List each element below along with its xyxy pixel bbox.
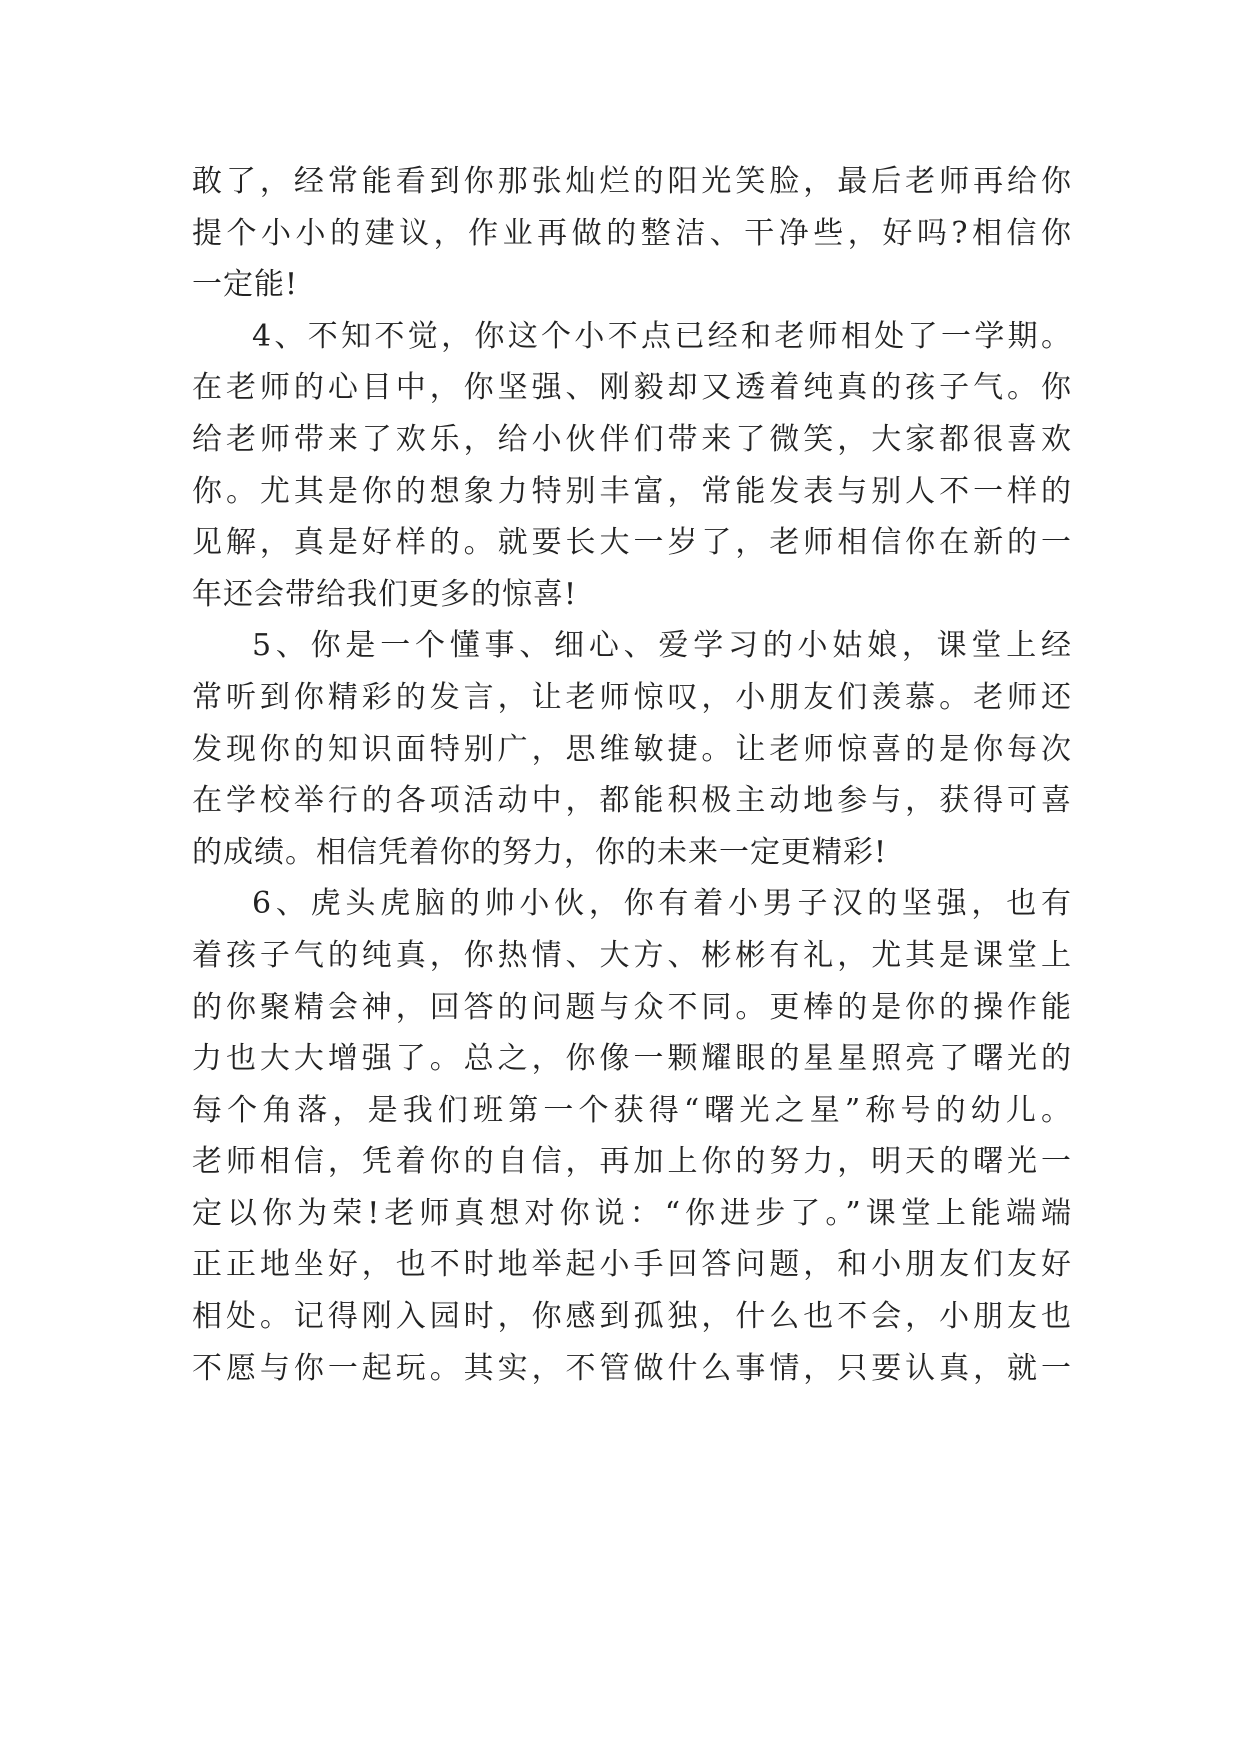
- text-line: 相处。记得刚入园时，你感到孤独，什么也不会，小朋友也: [192, 1299, 1072, 1335]
- text-line: 不愿与你一起玩。其实，不管做什么事情，只要认真，就一: [192, 1350, 1072, 1386]
- text-line: 一定能!: [192, 267, 299, 303]
- document-body: [192, 156, 1072, 1394]
- text-line: 发现你的知识面特别广，思维敏捷。让老师惊喜的是你每次: [192, 731, 1072, 767]
- text-line: 力也大大增强了。总之，你像一颗耀眼的星星照亮了曙光的: [192, 1041, 1072, 1077]
- text-line: 的你聚精会神，回答的问题与众不同。更棒的是你的操作能: [192, 989, 1072, 1025]
- text-line: 在学校举行的各项活动中，都能积极主动地参与，获得可喜: [192, 783, 1072, 819]
- text-line: 着孩子气的纯真，你热情、大方、彬彬有礼，尤其是课堂上: [192, 937, 1072, 973]
- text-line: 给老师带来了欢乐，给小伙伴们带来了微笑，大家都很喜欢: [192, 421, 1072, 457]
- text-line: 定以你为荣!老师真想对你说：“你进步了。”课堂上能端端: [192, 1195, 1072, 1231]
- text-line: 老师相信，凭着你的自信，再加上你的努力，明天的曙光一: [192, 1144, 1072, 1180]
- text-line: 4、不知不觉，你这个小不点已经和老师相处了一学期。: [252, 318, 1072, 354]
- text-line: 5、你是一个懂事、细心、爱学习的小姑娘，课堂上经: [252, 628, 1072, 664]
- text-line: 敢了，经常能看到你那张灿烂的阳光笑脸，最后老师再给你: [192, 164, 1072, 199]
- text-line: 的成绩。相信凭着你的努力，你的未来一定更精彩!: [192, 834, 888, 870]
- text-line: 提个小小的建议，作业再做的整洁、干净些，好吗?相信你: [192, 215, 1072, 251]
- text-line: 常听到你精彩的发言，让老师惊叹，小朋友们羡慕。老师还: [192, 679, 1072, 715]
- text-line: 见解，真是好样的。就要长大一岁了，老师相信你在新的一: [192, 525, 1072, 561]
- text-line: 在老师的心目中，你坚强、刚毅却又透着纯真的孩子气。你: [192, 370, 1072, 406]
- text-line: 每个角落，是我们班第一个获得“曙光之星”称号的幼儿。: [192, 1092, 1072, 1128]
- text-line: 年还会带给我们更多的惊喜!: [192, 576, 578, 612]
- text-line: 你。尤其是你的想象力特别丰富，常能发表与别人不一样的: [192, 473, 1072, 509]
- text-line: 6、虎头虎脑的帅小伙，你有着小男子汉的坚强，也有: [252, 886, 1072, 922]
- text-line: 正正地坐好，也不时地举起小手回答问题，和小朋友们友好: [192, 1247, 1072, 1283]
